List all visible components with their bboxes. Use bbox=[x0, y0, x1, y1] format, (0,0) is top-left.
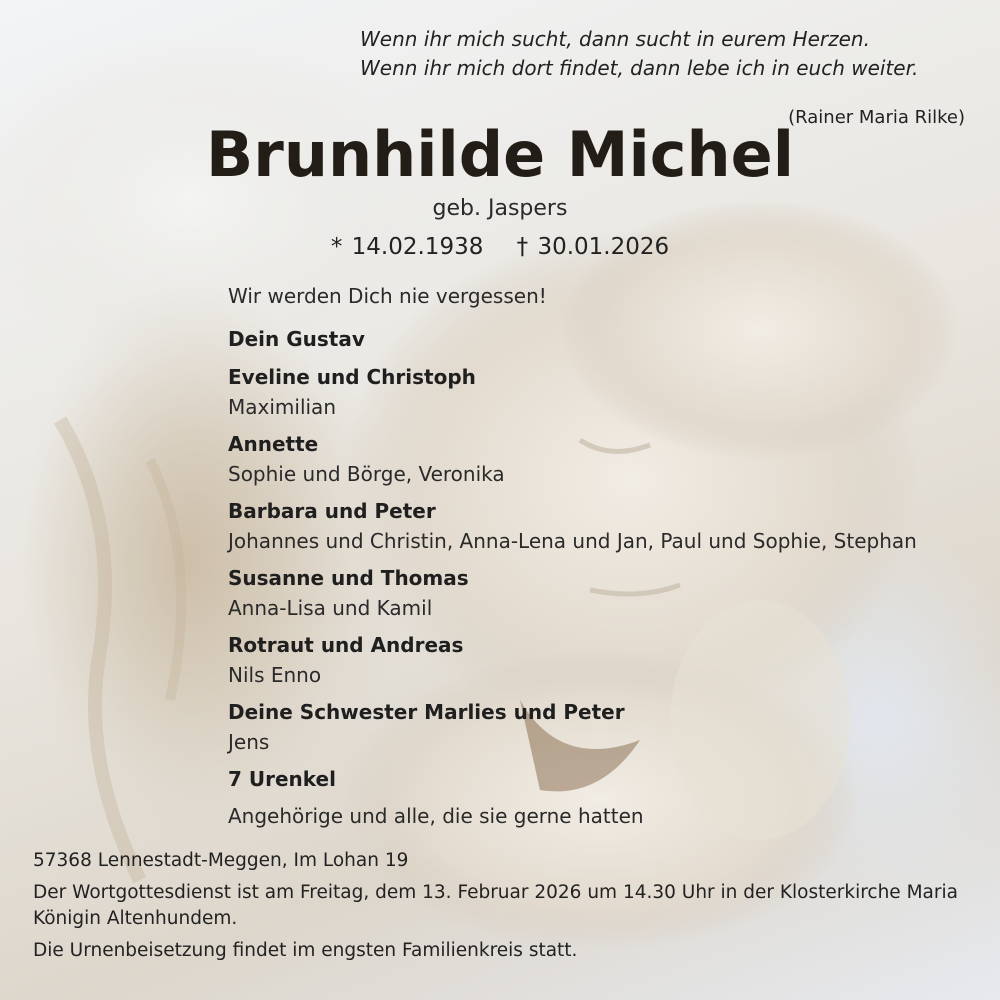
mourner-group-sub: Jens bbox=[228, 730, 270, 754]
quote-author: (Rainer Maria Rilke) bbox=[788, 107, 965, 128]
death-date: † 30.01.2026 bbox=[516, 234, 670, 260]
birth-date: * 14.02.1938 bbox=[330, 234, 484, 260]
mourners-intro: Wir werden Dich nie vergessen! bbox=[228, 284, 547, 308]
mourner-group-head: 7 Urenkel bbox=[228, 767, 336, 791]
mourner-group-head: Barbara und Peter bbox=[228, 499, 436, 523]
mourner-group bbox=[228, 429, 988, 489]
mourner-group-sub: Sophie und Börge, Veronika bbox=[228, 462, 505, 486]
service-notice: Der Wortgottesdienst ist am Freitag, dem 13. Februar 2026 um 14.30 Uhr in der Klosterkirche Maria Königin Altenhundem. bbox=[33, 882, 958, 929]
mourners-closing: Angehörige und alle, die sie gerne hatten bbox=[228, 804, 644, 828]
life-dates bbox=[0, 234, 1000, 260]
mourner-group-head: Susanne und Thomas bbox=[228, 566, 469, 590]
mourning-address: 57368 Lennestadt-Meggen, Im Lohan 19 bbox=[33, 850, 409, 871]
mourner-group bbox=[228, 563, 988, 623]
mourner-group-sub: Nils Enno bbox=[228, 663, 322, 687]
mourner-group-head: Deine Schwester Marlies und Peter bbox=[228, 700, 625, 724]
mourner-group bbox=[228, 496, 988, 556]
mourners-list bbox=[228, 282, 988, 830]
mourner-group-sub: Maximilian bbox=[228, 395, 336, 419]
mourner-group bbox=[228, 324, 988, 355]
rilke-quote bbox=[360, 25, 980, 128]
mourner-group bbox=[228, 697, 988, 757]
deceased-name: Brunhilde Michel bbox=[206, 118, 794, 191]
burial-notice: Die Urnenbeisetzung findet im engsten Familienkreis statt. bbox=[33, 940, 578, 961]
mourner-group-sub: Johannes und Christin, Anna-Lena und Jan, Paul und Sophie, Stephan bbox=[228, 529, 917, 553]
birth-name: geb. Jaspers bbox=[432, 196, 568, 221]
mourner-group-sub: Anna-Lisa und Kamil bbox=[228, 596, 433, 620]
mourner-group-head: Rotraut und Andreas bbox=[228, 633, 464, 657]
mourner-group-head: Dein Gustav bbox=[228, 327, 365, 351]
mourner-group bbox=[228, 630, 988, 690]
mourner-group bbox=[228, 362, 988, 422]
mourner-group bbox=[228, 764, 988, 795]
mourner-group-head: Annette bbox=[228, 432, 319, 456]
mourner-group-head: Eveline und Christoph bbox=[228, 365, 476, 389]
quote-line: Wenn ihr mich dort findet, dann lebe ich in euch weiter. bbox=[360, 56, 919, 80]
quote-line: Wenn ihr mich sucht, dann sucht in eurem Herzen. bbox=[360, 27, 870, 51]
obituary-footer bbox=[33, 848, 983, 964]
